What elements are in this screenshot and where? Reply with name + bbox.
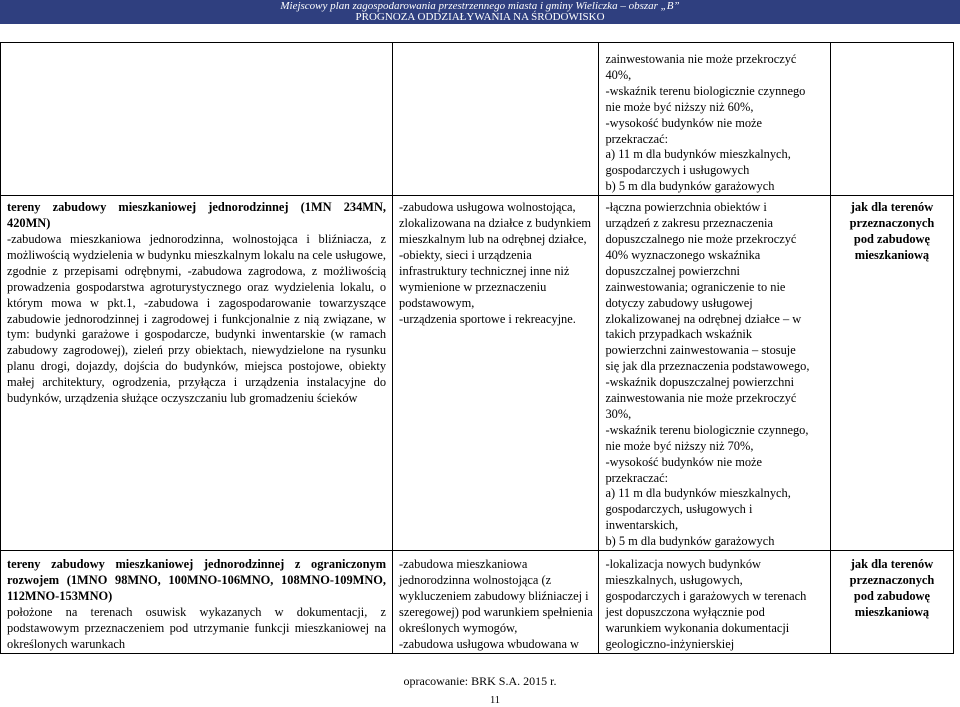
- mn-allowed-uses-line: zlokalizowana na działce z budynkiem: [399, 216, 592, 231]
- parameters-continued-line: -wskaźnik terenu biologicznie czynnego: [605, 83, 806, 98]
- footer-credit: opracowanie: BRK S.A. 2015 r.: [403, 674, 557, 688]
- cell-mn-reference: [830, 196, 953, 551]
- table-row-mno: [1, 551, 954, 653]
- mn-parameters-line: dopuszczalnego nie może przekroczyć: [605, 231, 797, 246]
- mn-allowed-uses-line: -urządzenia sportowe i rekreacyjne.: [399, 311, 576, 326]
- cell-empty-4: [830, 43, 953, 196]
- mn-parameters-line: inwentarskich,: [605, 518, 679, 533]
- mn-parameters-line: 40% wyznaczonego wskaźnika: [605, 247, 761, 262]
- mn-allowed-uses-line: infrastruktury technicznej inne niż: [399, 263, 570, 278]
- parameters-continued-line: a) 11 m dla budynków mieszkalnych,: [605, 147, 791, 162]
- mn-parameters-line: zainwestowania; ograniczenie to nie: [605, 279, 786, 294]
- cell-parameters-continued: [599, 43, 830, 196]
- mno-reference-line: pod zabudowę: [853, 588, 931, 603]
- mn-reference-line: przeznaczonych: [849, 216, 935, 231]
- mno-parameters-line: gospodarczych i garażowych w terenach: [605, 588, 807, 603]
- cell-mno-allowed-uses: [393, 551, 599, 653]
- mn-allowed-uses-line: mieszkalnym lub na odrębnej działce,: [399, 231, 587, 246]
- mn-parameters-line: gospodarczych, usługowych i: [605, 502, 753, 517]
- mno-allowed-uses-line: -zabudowa mieszkaniowa: [399, 557, 528, 572]
- cell-mno-parameters: [599, 551, 830, 653]
- mno-allowed-uses-line: wykluczeniem zabudowy bliźniaczej i: [399, 588, 589, 603]
- mn-parameters-line: zlokalizowanej na odrębnej działce – w: [605, 311, 802, 326]
- mn-parameters-line: się jak dla przeznaczenia podstawowego,: [605, 359, 810, 374]
- cell-mn-allowed-uses: [393, 196, 599, 551]
- mno-parameters-line: jest dopuszczona wyłącznie pod: [605, 604, 765, 619]
- mn-parameters-line: dotyczy zabudowy usługowej: [605, 295, 753, 310]
- mn-parameters-line: 30%,: [605, 406, 632, 421]
- mn-parameters-line: a) 11 m dla budynków mieszkalnych,: [605, 486, 791, 501]
- mn-parameters-line: -łączna powierzchnia obiektów i: [605, 200, 767, 215]
- table-row-mn: [1, 196, 954, 551]
- cell-empty-1: [1, 43, 393, 196]
- mn-parameters-line: -wysokość budynków nie może: [605, 454, 763, 469]
- mn-reference-line: pod zabudowę: [853, 231, 931, 246]
- mno-allowed-uses-line: -zabudowa usługowa wbudowana w: [399, 636, 579, 651]
- cell-mn-parameters: [599, 196, 830, 551]
- document-header: [0, 0, 960, 24]
- cell-mno-description: [1, 551, 393, 653]
- mno-parameters-line: -lokalizacja nowych budynków: [605, 557, 761, 572]
- mn-parameters-line: przekraczać:: [605, 470, 669, 485]
- cell-mno-reference: [830, 551, 953, 653]
- mn-parameters-line: dopuszczalnej powierzchni: [605, 263, 740, 278]
- mn-allowed-uses-line: podstawowym,: [399, 295, 475, 310]
- header-title: Miejscowy plan zagospodarowania przestrzennego miasta i gminy Wieliczka – obszar „B”: [280, 0, 680, 12]
- parameters-continued-line: 40%,: [605, 67, 632, 82]
- parameters-continued-line: gospodarczych i usługowych: [605, 163, 750, 178]
- header-subtitle: PROGNOZA ODDZIAŁYWANIA NA ŚRODOWISKO: [355, 11, 605, 23]
- mn-parameters-line: powierzchni zainwestowania – stosuje: [605, 343, 796, 358]
- mno-reference-line: jak dla terenów: [850, 557, 934, 572]
- mno-parameters-line: mieszkalnych, usługowych,: [605, 573, 743, 587]
- page-number: 11: [489, 695, 501, 706]
- mn-reference-line: mieszkaniową: [854, 247, 930, 262]
- mn-parameters-line: nie może być niższy niż 70%,: [605, 438, 754, 453]
- cell-empty-2: [393, 43, 599, 196]
- mn-allowed-uses-line: wymienione w przeznaczeniu: [399, 279, 547, 294]
- mn-parameters-line: -wskaźnik terenu biologicznie czynnego,: [605, 422, 809, 437]
- mno-allowed-uses-line: szeregowej) pod warunkiem spełnienia: [399, 604, 593, 619]
- mn-parameters-line: takich przypadkach wskaźnik: [605, 327, 753, 342]
- mno-parameters-line: geologiczno-inżynierskiej: [605, 636, 735, 651]
- mno-allowed-uses-line: jednorodzinna wolnostojąca (z: [399, 573, 552, 587]
- mn-allowed-uses-line: -obiekty, sieci i urządzenia: [399, 247, 532, 262]
- mn-parameters-line: b) 5 m dla budynków garażowych: [605, 534, 775, 549]
- table-row-continued: [1, 43, 954, 196]
- mn-title: tereny zabudowy mieszkaniowej jednorodzinnej (1MN 234MN, 420MN): [7, 200, 387, 231]
- mn-reference-line: jak dla terenów: [850, 200, 934, 215]
- mno-reference-line: mieszkaniową: [854, 604, 930, 619]
- mno-body: położone na terenach osuwisk wykazanych w dokumentacji, z podstawowym przeznaczeniem pod utrzymanie funkcji mieszkaniowej na określonych warunkach: [7, 604, 387, 651]
- parameters-continued-line: nie może być niższy niż 60%,: [605, 99, 754, 114]
- parameters-continued-line: zainwestowania nie może przekroczyć: [605, 52, 797, 66]
- parameters-continued-line: -wysokość budynków nie może: [605, 115, 763, 130]
- mn-parameters-line: urządzeń z zakresu przeznaczenia: [605, 216, 773, 231]
- parameters-continued-line: b) 5 m dla budynków garażowych: [605, 179, 775, 194]
- cell-mn-description: [1, 196, 393, 551]
- mn-body: -zabudowa mieszkaniowa jednorodzinna, wolnostojąca i bliźniacza, z możliwością wydzielenia w budynku mieszkalnym lokalu na cele usługowe, zgodnie z przepisami odrębnymi, -zabudowa zagrodowa, z możliwością prowadzenia gospodarstwa agroturystycznego oraz wydzielenia lokalu, o którym mowa w pkt.1, -zabudowa i zagospodarowanie towarzyszące zabudowie jednorodzinnej i zagrodowej i funkcjonalnie z nią związane, w tym: budynki garażowe i gospodarcze, budynki inwentarskie (w ramach zabudowy zagrodowej), zieleń przy obiektach, niewydzielone na rysunku planu drogi, dojazdy, dojścia do budynków, miejsca postojowe, obiekty małej architektury, ogrodzenia, przyłącza i urządzenia instalacyjne do budynków, urządzenia służące oczyszczaniu lub gromadzeniu ścieków: [7, 231, 387, 406]
- mn-parameters-line: -wskaźnik dopuszczalnej powierzchni: [605, 375, 795, 390]
- mno-reference-line: przeznaczonych: [849, 573, 935, 587]
- mno-allowed-uses-line: określonych wymogów,: [399, 620, 518, 635]
- mno-title: tereny zabudowy mieszkaniowej jednorodzinnej z ograniczonym rozwojem (1MNO 98MNO, 100MNO-106MNO, 108MNO-109MNO, 112MNO-153MNO): [7, 557, 387, 603]
- mn-allowed-uses-line: -zabudowa usługowa wolnostojąca,: [399, 200, 576, 215]
- mn-parameters-line: zainwestowania nie może przekroczyć: [605, 391, 797, 406]
- parameters-continued-line: przekraczać:: [605, 131, 669, 146]
- regulations-table: [0, 42, 954, 654]
- mno-parameters-line: warunkiem wykonania dokumentacji: [605, 620, 790, 635]
